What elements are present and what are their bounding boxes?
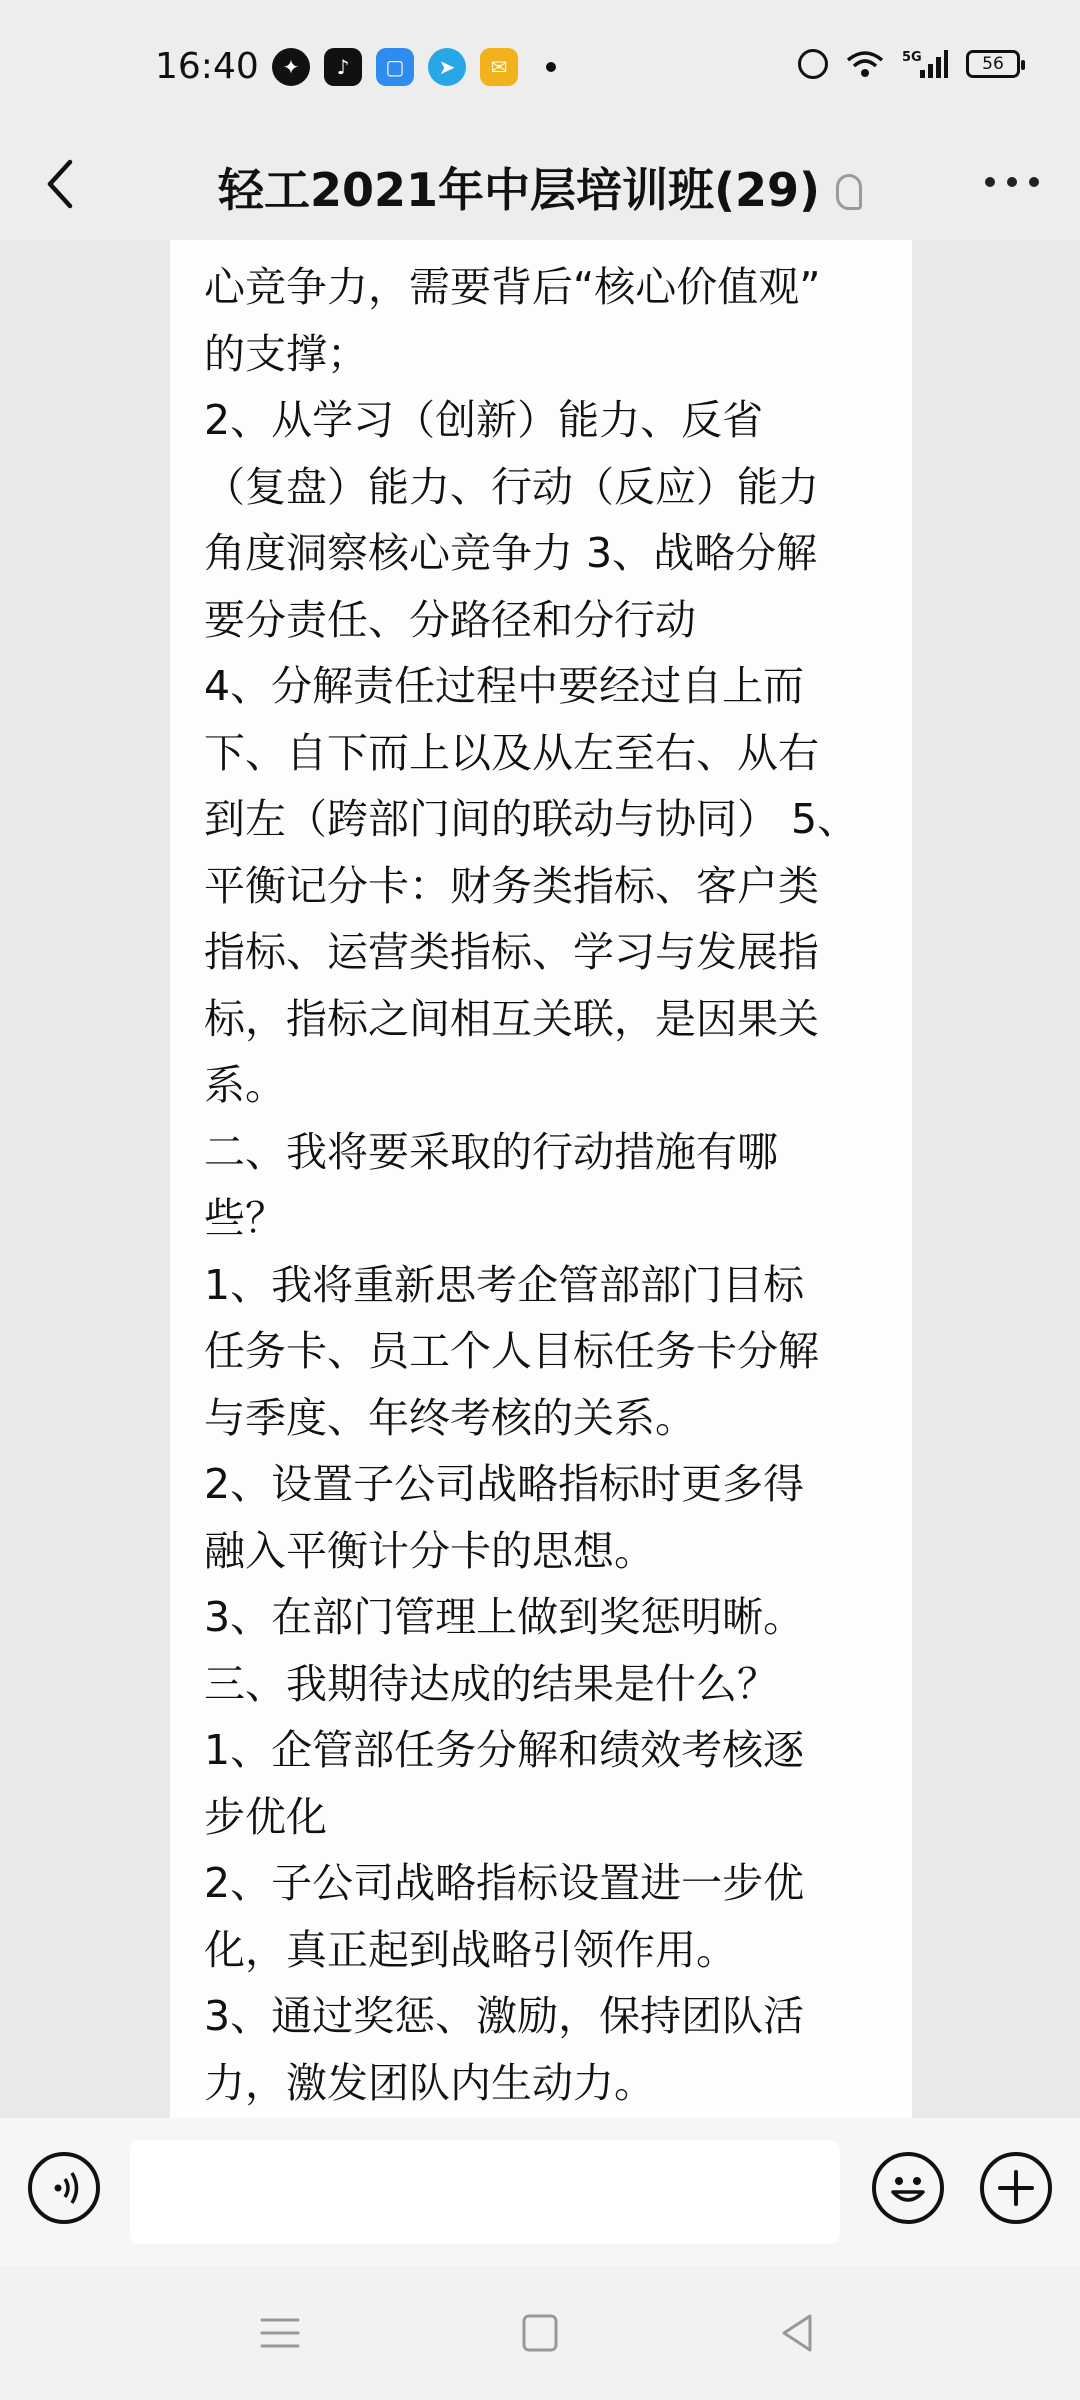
message-line: 三、我期待达成的结果是什么？ (204, 1659, 778, 1708)
battery-icon (966, 50, 1020, 78)
voice-icon (32, 2156, 96, 2220)
back-triangle-icon (770, 2310, 826, 2356)
message-line: 2、设置子公司战略指标时更多得 (204, 1460, 805, 1508)
message-line: 任务卡、员工个人目标任务卡分解 (204, 1327, 819, 1375)
voice-button[interactable] (28, 2152, 100, 2224)
message-line: 平衡记分卡：财务类指标、客户类 (204, 861, 819, 910)
more-button[interactable] (980, 170, 1044, 194)
message-line: 与季度、年终考核的关系。 (204, 1393, 696, 1442)
plus-button[interactable] (980, 2152, 1052, 2224)
message-line: 2、从学习（创新）能力、反省 (204, 396, 764, 444)
wifi-icon (846, 50, 884, 78)
home-button[interactable] (512, 2310, 568, 2356)
network-type: 5G (902, 50, 922, 65)
mail-icon: ✉ (480, 48, 518, 86)
message-line: 2、子公司战略指标设置进一步优 (204, 1859, 805, 1907)
app-notification-icon: ✦ (272, 48, 310, 86)
plus-icon (984, 2156, 1048, 2220)
notification-icons (272, 48, 556, 86)
message-line: 些？ (204, 1194, 286, 1242)
app-notification-icon: ▢ (376, 48, 414, 86)
system-icons (798, 48, 1020, 80)
alarm-icon (798, 49, 828, 79)
menu-icon (252, 2310, 308, 2356)
message-text (204, 254, 894, 2116)
status-time: 16:40 (155, 46, 259, 87)
message-input[interactable] (130, 2140, 840, 2244)
chat-area[interactable] (0, 240, 1080, 2118)
chat-header (0, 130, 1080, 240)
recent-apps-button[interactable] (252, 2310, 308, 2356)
message-line: 化，真正起到战略引领作用。 (204, 1925, 737, 1974)
more-notifications-icon (546, 62, 556, 72)
signal-icon (902, 48, 948, 80)
ear-mode-icon (836, 174, 862, 210)
emoji-icon (876, 2156, 940, 2220)
message-line: 3、通过奖惩、激励，保持团队活 (204, 1992, 805, 2040)
more-dots-icon (1007, 177, 1017, 187)
message-line: 力，激发团队内生动力。 (204, 2058, 655, 2107)
more-dots-icon (1029, 177, 1039, 187)
system-back-button[interactable] (770, 2310, 826, 2356)
chat-title: 轻工2021年中层培训班(29) (217, 163, 821, 217)
message-line: 3、在部门管理上做到奖惩明晰。 (204, 1593, 805, 1641)
emoji-button[interactable] (872, 2152, 944, 2224)
battery-level: 56 (982, 54, 1004, 74)
message-line: 4、分解责任过程中要经过自上而 (204, 662, 805, 710)
tiktok-icon: ♪ (324, 48, 362, 86)
system-nav-bar (0, 2266, 1080, 2400)
input-bar (0, 2118, 1080, 2266)
message-line: 下、自下而上以及从左至右、从右 (204, 728, 819, 777)
message-line: 的支撑； (204, 329, 368, 378)
message-line: 角度洞察核心竞争力 3、战略分解 (204, 529, 818, 577)
message-line: 二、我将要采取的行动措施有哪 (204, 1127, 778, 1176)
home-icon (512, 2310, 568, 2356)
message-bubble[interactable] (170, 240, 912, 2118)
message-line: 系。 (204, 1061, 286, 1109)
message-line: 标，指标之间相互关联，是因果关 (204, 994, 819, 1043)
status-bar (0, 0, 1080, 130)
message-line: 1、我将重新思考企管部部门目标 (204, 1260, 805, 1309)
message-line: 融入平衡计分卡的思想。 (204, 1526, 655, 1575)
message-line: 步优化 (204, 1792, 327, 1841)
message-line: 要分责任、分路径和分行动 (204, 595, 696, 644)
telegram-icon: ➤ (428, 48, 466, 86)
chat-title-container (0, 154, 1080, 220)
more-dots-icon (985, 177, 995, 187)
message-line: 心竞争力，需要背后“核心价值观” (204, 263, 821, 311)
message-line: （复盘）能力、行动（反应）能力 (204, 462, 819, 511)
message-line: 到左（跨部门间的联动与协同） 5、 (204, 795, 859, 843)
message-line: 指标、运营类指标、学习与发展指 (204, 928, 819, 976)
message-line: 1、企管部任务分解和绩效考核逐 (204, 1726, 805, 1774)
